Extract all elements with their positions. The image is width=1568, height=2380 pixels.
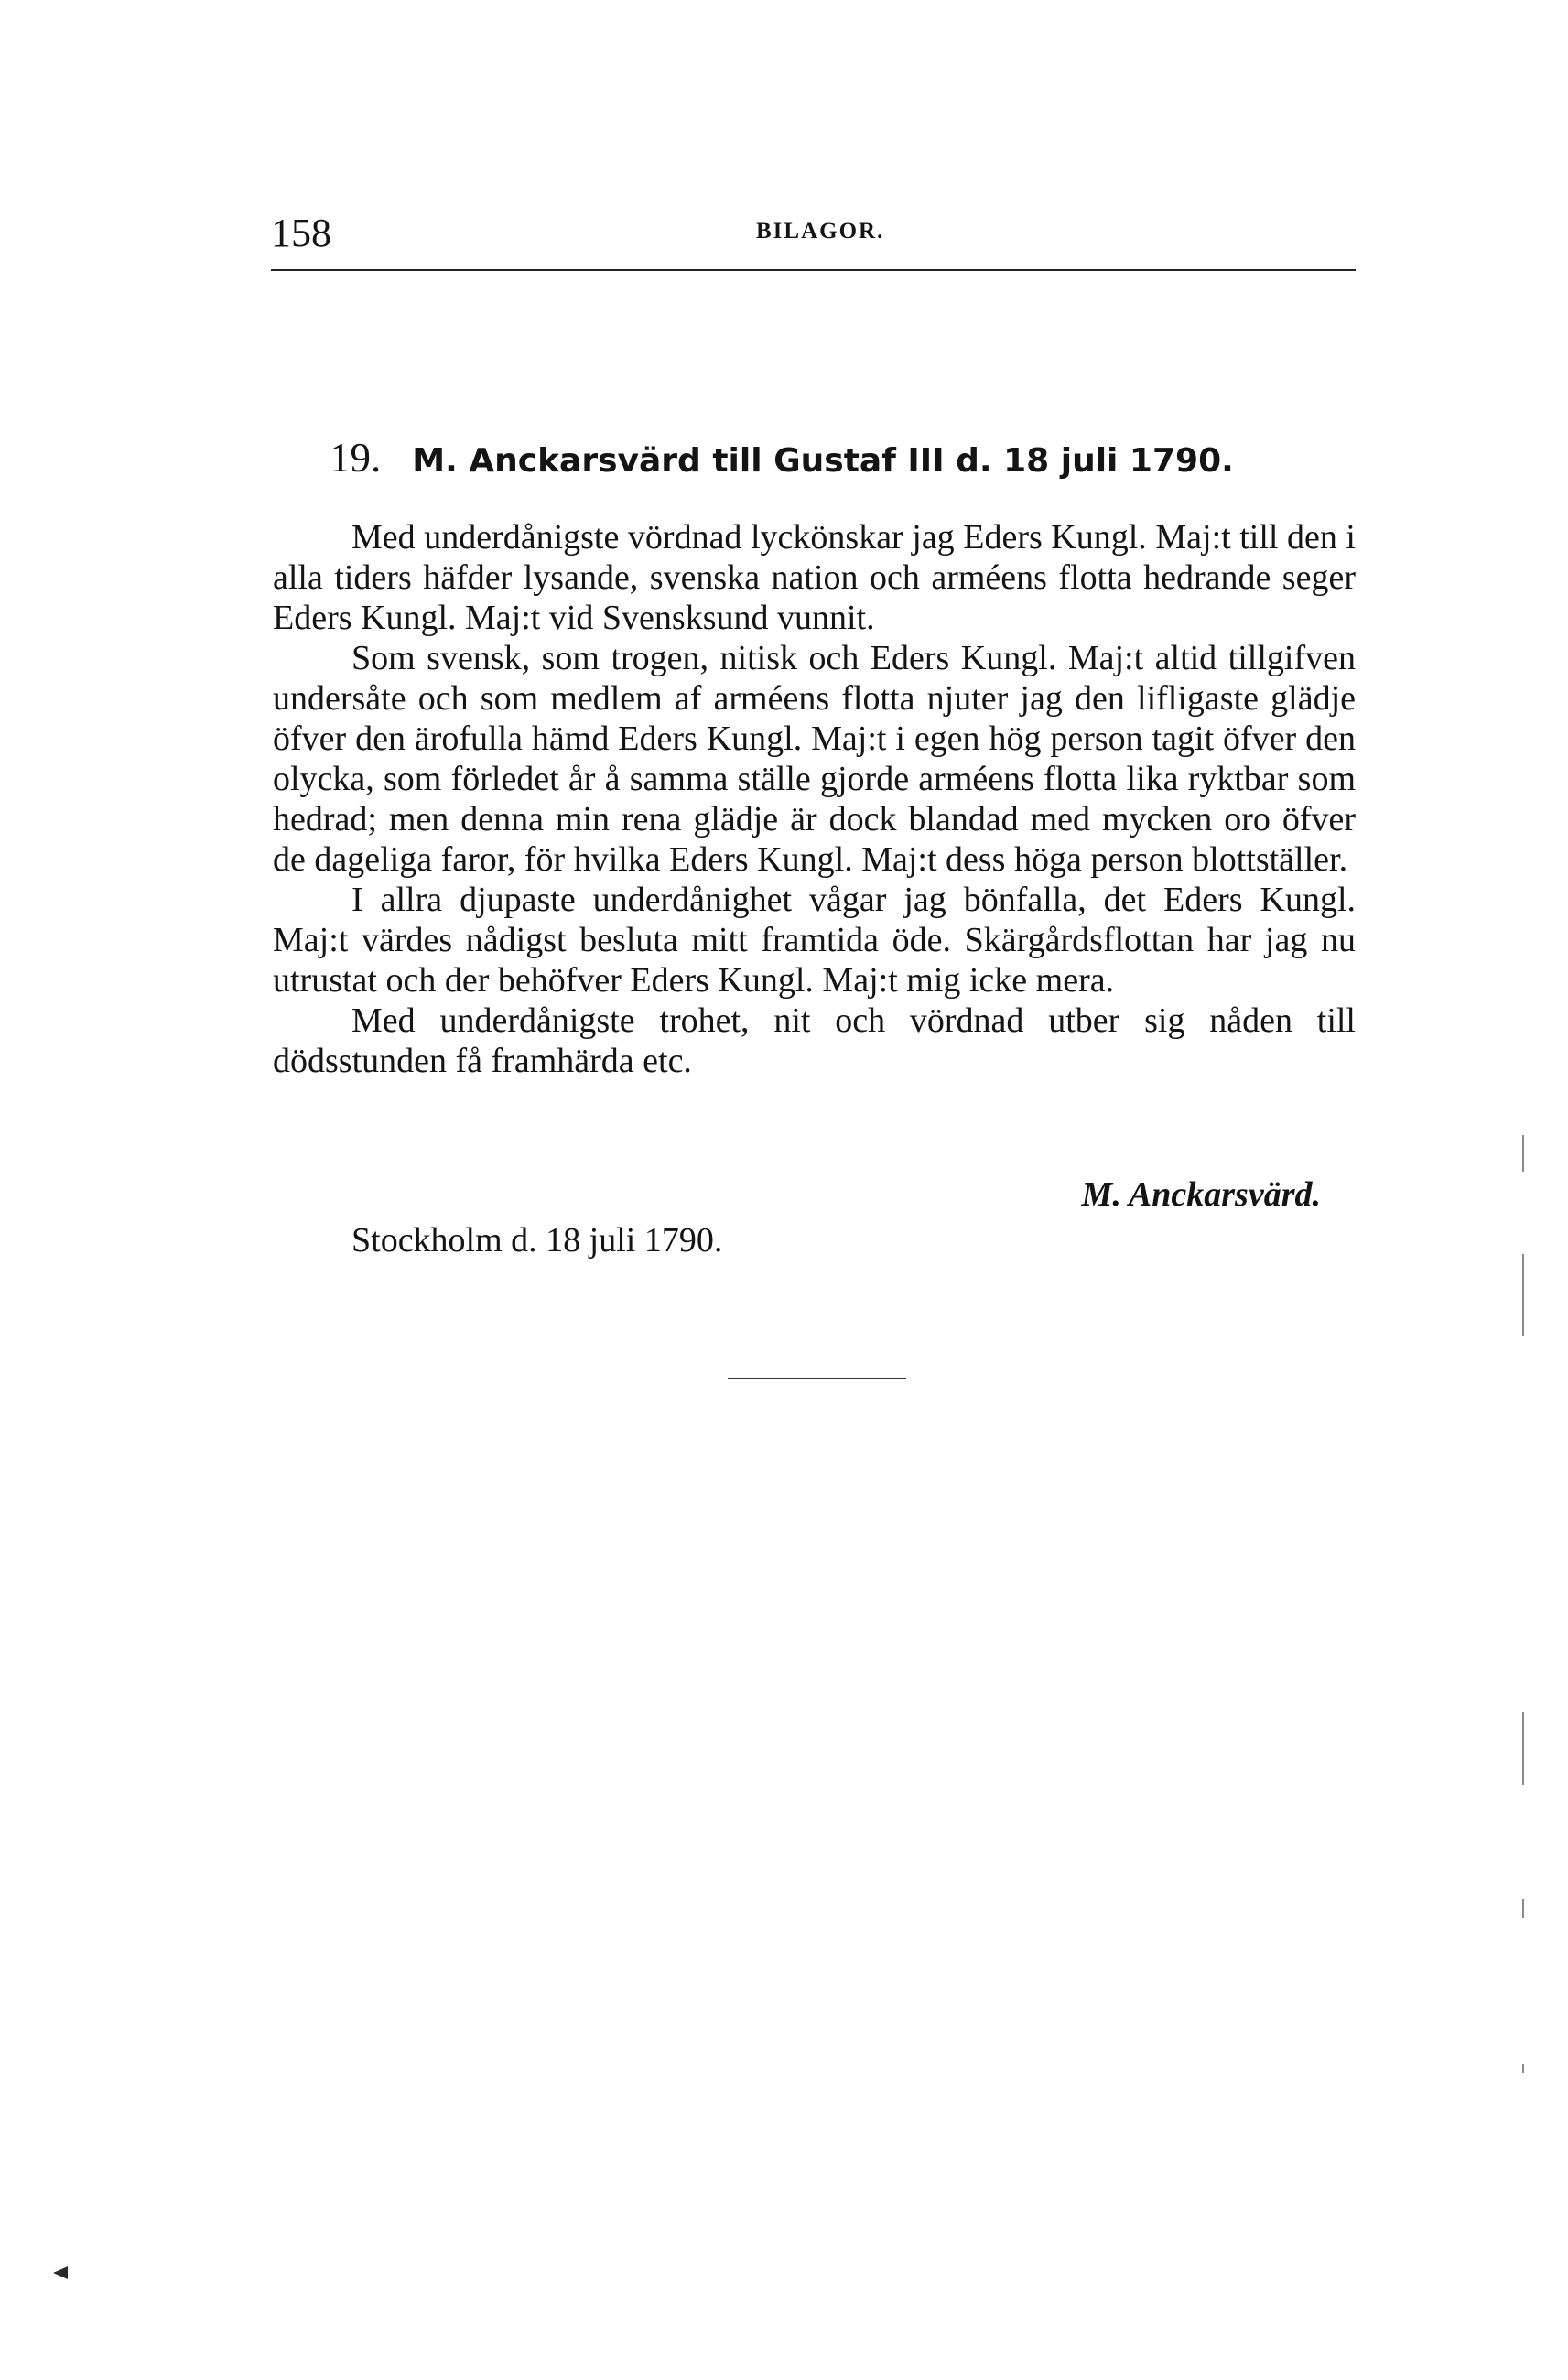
scan-margin-mark bbox=[1522, 1254, 1524, 1336]
page-number: 158 bbox=[271, 211, 331, 255]
paragraph: I allra djupaste underdånighet vågar jag bönfalla, det Eders Kungl. Maj:t värdes nådigst besluta mitt framtida öde. Skärgårdsflottan har jag nu utrustat och der behöfver Eders Kungl. Maj:t mig icke mera. bbox=[273, 881, 1356, 1000]
scan-margin-mark bbox=[1522, 1135, 1524, 1172]
letter-body bbox=[273, 517, 1356, 1081]
scan-arrow-icon bbox=[53, 2266, 68, 2279]
paragraph: Med underdånigste vördnad lyckönskar jag Eders Kungl. Maj:t till den i alla tiders häfder lysande, svenska nation och arméens flotta hedrande seger Eders Kungl. Maj:t vid Svensksund vunnit. bbox=[273, 518, 1356, 637]
date-line: Stockholm d. 18 juli 1790. bbox=[351, 1221, 723, 1260]
paragraph: Med underdånigste trohet, nit och vördnad utber sig nåden till dödsstunden få framhärda etc. bbox=[273, 1001, 1356, 1080]
closing-block bbox=[273, 1174, 1356, 1275]
scan-margin-mark bbox=[1522, 1899, 1524, 1918]
end-rule bbox=[728, 1378, 906, 1379]
paragraph: Som svensk, som trogen, nitisk och Eders Kungl. Maj:t altid tillgifven undersåte och som medlem af arméens flotta njuter jag den lifligaste glädje öfver den ärofulla hämd Eders Kungl. Maj:t i egen hög person tagit öfver den olycka, som förledet år å samma ställe gjorde arméens flotta lika ryktbar som hedrad; men denna min rena glädje är dock blandad med mycken oro öfver de dageliga faror, för hvilka Eders Kungl. Maj:t dess höga person blottställer. bbox=[273, 639, 1356, 879]
header-rule bbox=[271, 269, 1356, 271]
running-head bbox=[271, 206, 1356, 261]
running-title: BILAGOR. bbox=[756, 219, 885, 243]
letter-title: M. Anckarsvärd till Gustaf III d. 18 juli 1790. bbox=[412, 442, 1234, 480]
scan-margin-mark bbox=[1522, 1712, 1524, 1785]
letter-number: 19. bbox=[330, 435, 382, 481]
letter-heading bbox=[330, 430, 1355, 489]
signature: M. Anckarsvärd. bbox=[1081, 1175, 1321, 1214]
scan-margin-mark bbox=[1522, 2064, 1524, 2073]
